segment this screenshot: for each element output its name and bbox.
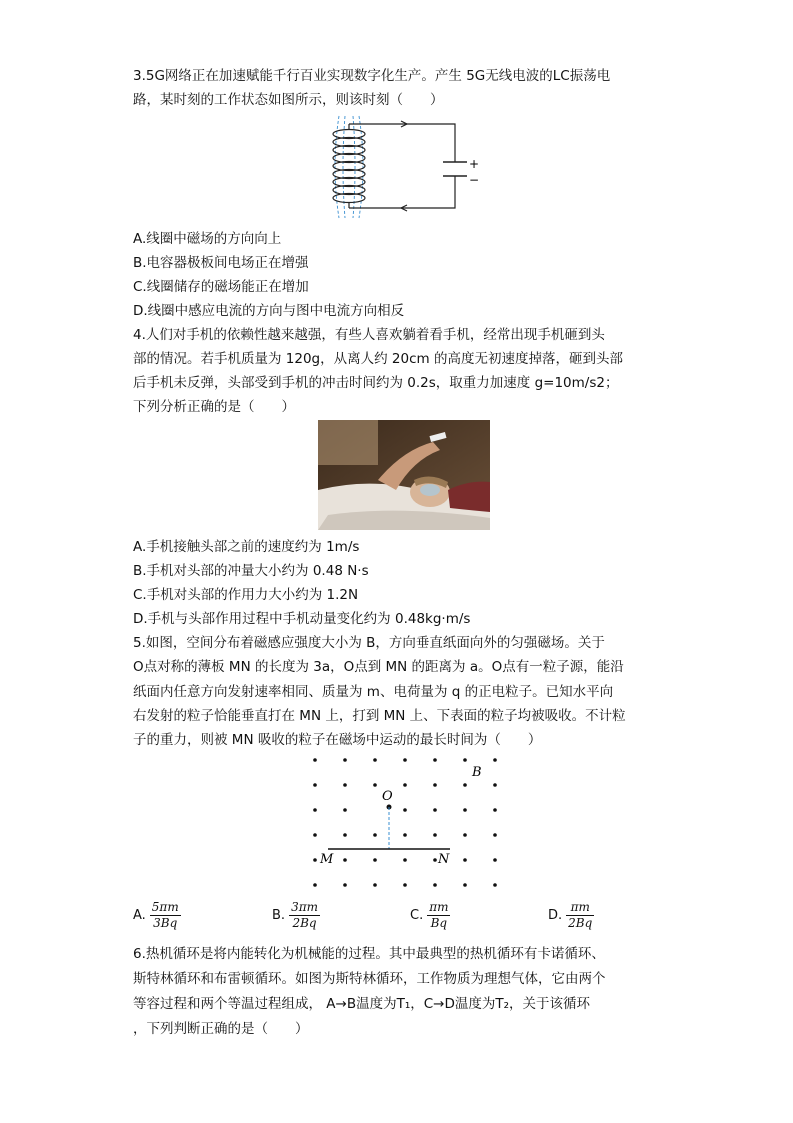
q4-stem-line1: 4.人们对手机的依赖性越来越强，有些人喜欢躺着看手机，经常出现手机砸到头 xyxy=(133,327,605,343)
label-m: M xyxy=(320,852,334,867)
field-dot xyxy=(403,783,407,787)
field-dot xyxy=(403,858,407,862)
field-dot xyxy=(433,758,437,762)
q3-option-d: D.线圈中感应电流的方向与图中电流方向相反 xyxy=(133,303,405,319)
field-dot xyxy=(433,858,437,862)
field-dot xyxy=(463,883,467,887)
field-dot xyxy=(463,758,467,762)
field-dot xyxy=(313,883,317,887)
numerator: 3πm xyxy=(291,900,318,914)
field-dot xyxy=(343,808,347,812)
field-dot xyxy=(433,833,437,837)
q5-option-b-label: B. xyxy=(272,908,286,923)
field-dot xyxy=(463,833,467,837)
q6-stem-line2: 斯特林循环和布雷顿循环。如图为斯特林循环，工作物质为理想气体，它由两个 xyxy=(133,971,606,987)
q6-stem-line4: ，下列判断正确的是（ ） xyxy=(133,1021,309,1037)
q5-option-c-label: C. xyxy=(410,908,424,923)
denominator: Bq xyxy=(430,916,448,930)
field-dot xyxy=(373,883,377,887)
coil xyxy=(333,124,365,208)
q4-option-c: C.手机对头部的作用力大小约为 1.2N xyxy=(133,587,359,603)
q4-stem-line3: 后手机未反弹，头部受到手机的冲击时间约为 0.2s，取重力加速度 g=10m/s2； xyxy=(133,375,619,391)
field-dot xyxy=(373,833,377,837)
q5-stem-line1: 5.如图，空间分布着磁感应强度大小为 B，方向垂直纸面向外的匀强磁场。关于 xyxy=(133,635,605,651)
q5-option-a xyxy=(133,900,181,931)
q5-option-b xyxy=(272,900,320,931)
denominator: 2Bq xyxy=(568,916,593,930)
field-dot xyxy=(463,858,467,862)
fraction xyxy=(427,900,450,931)
plus-sign: + xyxy=(469,157,480,171)
fraction xyxy=(289,900,320,931)
field-dot xyxy=(373,858,377,862)
q5-stem-line2: O点对称的薄板 MN 的长度为 3a，O点到 MN 的距离为 a。O点有一粒子源，能沿 xyxy=(133,659,624,675)
field-dot xyxy=(403,758,407,762)
field-dot xyxy=(343,858,347,862)
field-dot xyxy=(493,808,497,812)
q6-stem-line3: 等容过程和两个等温过程组成， A→B温度为T₁，C→D温度为T₂，关于该循环 xyxy=(133,996,591,1012)
field-dot xyxy=(313,833,317,837)
q4-stem-line4: 下列分析正确的是（ ） xyxy=(133,399,295,415)
q5-option-d xyxy=(548,900,594,931)
q3-stem-line1: 3.5G网络正在加速赋能千行百业实现数字化生产。产生 5G无线电波的LC振荡电 xyxy=(133,68,611,84)
q3-option-c: C.线圈储存的磁场能正在增加 xyxy=(133,279,309,295)
field-dot xyxy=(463,808,467,812)
numerator: 5πm xyxy=(151,900,179,914)
q3-option-a: A.线圈中磁场的方向向上 xyxy=(133,231,282,247)
field-dot xyxy=(343,883,347,887)
numerator: πm xyxy=(429,900,449,914)
q5-stem-line5: 子的重力，则被 MN 吸收的粒子在磁场中运动的最长时间为（ ） xyxy=(133,732,542,748)
field-dot xyxy=(433,808,437,812)
field-dot xyxy=(493,858,497,862)
fraction xyxy=(150,900,181,931)
field-dot xyxy=(493,883,497,887)
q6-stem-line1: 6.热机循环是将内能转化为机械能的过程。其中最典型的热机循环有卡诺循环、 xyxy=(133,946,605,962)
field-dot xyxy=(433,783,437,787)
field-dot xyxy=(313,808,317,812)
q5-option-c xyxy=(410,900,450,931)
q3-stem-line2: 路，某时刻的工作状态如图所示，则该时刻（ ） xyxy=(133,92,444,108)
field-dot xyxy=(493,783,497,787)
field-dot xyxy=(373,783,377,787)
q5-option-a-label: A. xyxy=(133,908,146,923)
field-dot xyxy=(343,783,347,787)
person-lying-with-phone-photo xyxy=(318,420,490,530)
q4-option-d: D.手机与头部作用过程中手机动量变化约为 0.48kg·m/s xyxy=(133,611,471,627)
field-dot xyxy=(373,758,377,762)
field-dot xyxy=(343,758,347,762)
denominator: 3Bq xyxy=(153,916,178,930)
label-o: O xyxy=(382,789,393,804)
label-b: B xyxy=(472,765,482,780)
field-dot xyxy=(433,883,437,887)
field-dot xyxy=(493,833,497,837)
lc-circuit-diagram xyxy=(315,112,485,222)
numerator: πm xyxy=(566,900,594,916)
field-dot xyxy=(313,758,317,762)
q4-option-a: A.手机接触头部之前的速度约为 1m/s xyxy=(133,539,360,555)
magnetic-field-diagram xyxy=(300,750,510,890)
field-dot xyxy=(403,883,407,887)
q4-option-b: B.手机对头部的冲量大小约为 0.48 N·s xyxy=(133,563,369,579)
q5-option-d-label: D. xyxy=(548,908,563,923)
field-dots xyxy=(313,758,497,887)
q5-stem-line4: 右发射的粒子恰能垂直打在 MN 上，打到 MN 上、下表面的粒子均被吸收。不计粒 xyxy=(133,708,626,724)
q4-stem-line2: 部的情况。若手机质量为 120g，从离人约 20cm 的高度无初速度掉落，砸到头部 xyxy=(133,351,623,367)
field-dot xyxy=(493,758,497,762)
label-n: N xyxy=(438,852,450,867)
field-dot xyxy=(343,833,347,837)
field-dot xyxy=(313,858,317,862)
denominator: 2Bq xyxy=(292,916,317,930)
field-dot xyxy=(463,783,467,787)
fraction xyxy=(566,900,594,931)
field-dot xyxy=(403,808,407,812)
q3-option-b: B.电容器极板间电场正在增强 xyxy=(133,255,309,271)
q5-stem-line3: 纸面内任意方向发射速率相同、质量为 m、电荷量为 q 的正电粒子。已知水平向 xyxy=(133,684,614,700)
field-dot xyxy=(403,833,407,837)
minus-sign: − xyxy=(469,173,480,187)
field-dot xyxy=(313,783,317,787)
